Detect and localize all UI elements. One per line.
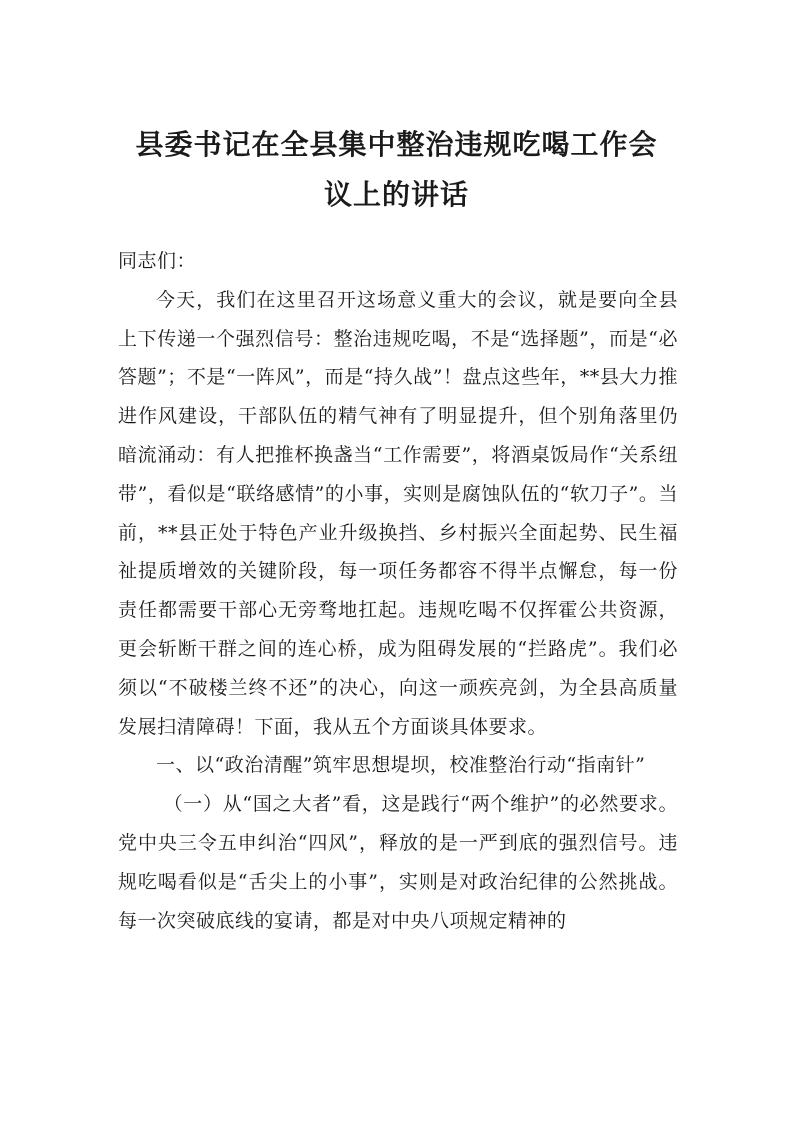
title-line-2: 议上的讲话: [323, 178, 469, 211]
section-heading-1: 一、以“政治清醒”筑牢思想堤坝，校准整治行动“指南针”: [156, 754, 646, 777]
paragraph-intro: 今天，我们在这里召开这场意义重大的会议，就是要向全县上下传递一个强烈信号：整治违规吃喝，不是“选择题”，而是“必答题”；不是“一阵风”，而是“持久战”！盘点这些年，**县大力推进作风建设，干部队伍的精气神有了明显提升，但个别角落里仍暗流涌动：有人把推杯换盏当“工作需要”，将酒桌饭局作“关系纽带”，看似是“联络感情”的小事，实则是腐蚀队伍的“软刀子”。当前，**县正处于特色产业升级换挡、乡村振兴全面起势、民生福祉提质增效的关键阶段，每一项任务都容不得半点懈怠，每一份责任都需要干部心无旁骛地扛起。违规吃喝不仅挥霍公共资源，更会斩断干群之间的连心桥，成为阻碍发展的“拦路虎”。我们必须以“不破楼兰终不还”的决心，向这一顽疾亮剑，为全县高质量发展扫清障碍！下面，我从五个方面谈具体要求。: [118, 288, 678, 738]
paragraph-section-1-1: （一）从“国之大者”看，这是践行“两个维护”的必然要求。党中央三令五申纠治“四风”，释放的是一严到底的强烈信号。违规吃喝看似是“舌尖上的小事”，实则是对政治纪律的公然挑战。每一次突破底线的宴请，都是对中央八项规定精神的: [118, 793, 678, 932]
salutation: 同志们：: [118, 250, 197, 272]
title-line-1: 县委书记在全县集中整治违规吃喝工作会: [135, 128, 658, 161]
document-body: [118, 242, 678, 940]
document-title: [100, 120, 693, 220]
